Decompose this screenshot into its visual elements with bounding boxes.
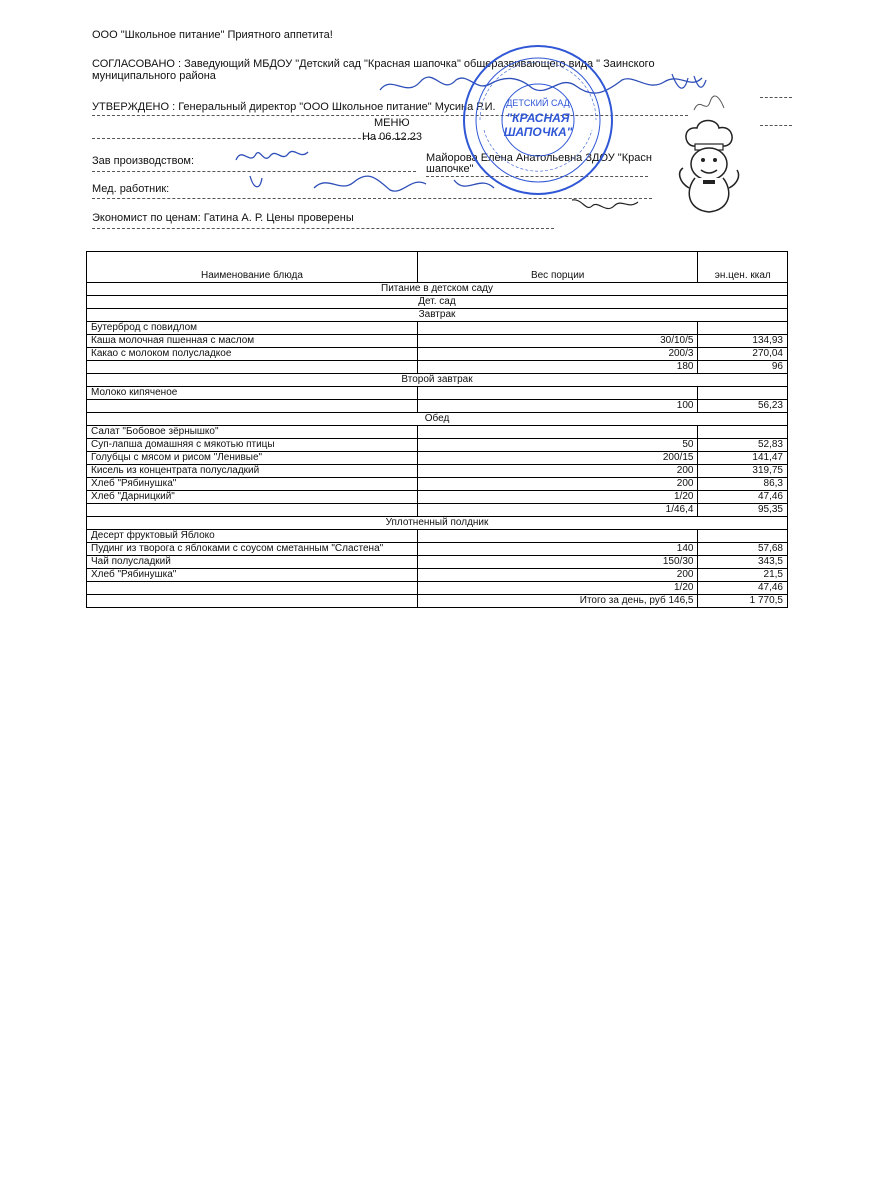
- section-title: Питание в детском саду: [87, 283, 788, 296]
- section-row: [87, 309, 788, 322]
- production-manager-name: Майорова Елена Анатольевна ЗДОУ "Красн: [426, 152, 652, 164]
- agreed-line: СОГЛАСОВАНО : Заведующий МБДОУ "Детский сад "Красная шапочка" общеразвивающего вида " Заинского: [92, 58, 655, 70]
- dish-weight: 140: [417, 543, 698, 556]
- agreed-line-continued: муниципального района: [92, 70, 216, 82]
- dish-row: [87, 322, 788, 335]
- total-label: Итого за день, руб 146,5: [417, 595, 698, 608]
- dish-name-empty: [87, 361, 418, 374]
- dish-kcal: 86,3: [698, 478, 788, 491]
- values-row: [87, 504, 788, 517]
- dish-kcal: 47,46: [698, 491, 788, 504]
- section-title: Обед: [87, 413, 788, 426]
- dish-kcal: 56,23: [698, 400, 788, 413]
- column-header-weight: Вес порции: [417, 252, 698, 283]
- dish-kcal: 319,75: [698, 465, 788, 478]
- dish-row: [87, 530, 788, 543]
- dish-kcal: 270,04: [698, 348, 788, 361]
- dish-name: Суп-лапша домашняя с мякотью птицы: [87, 439, 418, 452]
- director-signature-mark: [690, 92, 730, 118]
- dish-name: Чай полусладкий: [87, 556, 418, 569]
- dish-name: Какао с молоком полусладкое: [87, 348, 418, 361]
- dish-name: Хлеб "Дарницкий": [87, 491, 418, 504]
- dish-kcal: 21,5: [698, 569, 788, 582]
- dish-weight: 200/15: [417, 452, 698, 465]
- values-row: [87, 582, 788, 595]
- chef-illustration: [675, 118, 745, 218]
- dish-row: [87, 387, 788, 400]
- dish-name-empty: [87, 504, 418, 517]
- dish-weight: [417, 322, 698, 335]
- dish-kcal: 95,35: [698, 504, 788, 517]
- dish-kcal: 96: [698, 361, 788, 374]
- dish-name: Молоко кипяченое: [87, 387, 418, 400]
- dish-weight: 1/20: [417, 582, 698, 595]
- dish-name: Пудинг из творога с яблоками с соусом сметанным "Сластена": [87, 543, 418, 556]
- dish-kcal: [698, 387, 788, 400]
- production-manager-label: Зав производством:: [92, 155, 195, 167]
- dish-name-empty: [87, 582, 418, 595]
- dish-weight: 1/46,4: [417, 504, 698, 517]
- table-header-row: [87, 252, 788, 283]
- dish-kcal: [698, 322, 788, 335]
- dish-kcal: 141,47: [698, 452, 788, 465]
- dish-kcal: [698, 530, 788, 543]
- column-header-kcal: эн.цен. ккал: [698, 252, 788, 283]
- dish-name: Каша молочная пшенная с маслом: [87, 335, 418, 348]
- dish-name: Хлеб "Рябинушка": [87, 569, 418, 582]
- dish-name: Голубцы с мясом и рисом "Ленивые": [87, 452, 418, 465]
- total-label-empty: [87, 595, 418, 608]
- section-row: [87, 374, 788, 387]
- dish-weight: 30/10/5: [417, 335, 698, 348]
- section-title: Завтрак: [87, 309, 788, 322]
- dish-weight: 1/20: [417, 491, 698, 504]
- economist-underline: [92, 228, 554, 229]
- dish-row: [87, 491, 788, 504]
- column-header-dish: Наименование блюда: [87, 252, 418, 283]
- dish-row: [87, 569, 788, 582]
- svg-text:"КРАСНАЯ: "КРАСНАЯ: [506, 111, 570, 125]
- dish-row: [87, 452, 788, 465]
- dish-kcal: 47,46: [698, 582, 788, 595]
- section-row: [87, 283, 788, 296]
- dish-weight: [417, 387, 698, 400]
- signature-line: [760, 97, 792, 98]
- dish-kcal: 57,68: [698, 543, 788, 556]
- dish-row: [87, 348, 788, 361]
- dish-row: [87, 465, 788, 478]
- section-title: Уплотненный полдник: [87, 517, 788, 530]
- approved-line: УТВЕРЖДЕНО : Генеральный директор "ООО Школьное питание" Мусина Р.И.: [92, 101, 496, 113]
- dish-name: Хлеб "Рябинушка": [87, 478, 418, 491]
- organization-title: ООО "Школьное питание" Приятного аппетита!: [92, 29, 333, 41]
- dish-kcal: 52,83: [698, 439, 788, 452]
- dish-weight: 200: [417, 478, 698, 491]
- menu-date: На 06.12.23: [362, 131, 422, 143]
- dish-weight: 200: [417, 569, 698, 582]
- economist-line: Экономист по ценам: Гатина А. Р. Цены проверены: [92, 212, 354, 224]
- dish-row: [87, 478, 788, 491]
- dish-weight: 180: [417, 361, 698, 374]
- medic-label: Мед. работник:: [92, 183, 170, 195]
- svg-text:ДЕТСКИЙ САД: ДЕТСКИЙ САД: [506, 98, 570, 108]
- menu-table: [86, 251, 788, 608]
- dish-kcal: 343,5: [698, 556, 788, 569]
- signature-line: [760, 125, 792, 126]
- dish-name: Кисель из концентрата полусладкий: [87, 465, 418, 478]
- dish-kcal: [698, 426, 788, 439]
- dish-name-empty: [87, 400, 418, 413]
- dish-weight: [417, 530, 698, 543]
- production-manager-name-continued: шапочке": [426, 163, 474, 175]
- dish-name: Салат "Бобовое зёрнышко": [87, 426, 418, 439]
- dish-row: [87, 426, 788, 439]
- dish-weight: 50: [417, 439, 698, 452]
- values-row: [87, 361, 788, 374]
- kindergarten-stamp: [458, 40, 618, 200]
- menu-title: МЕНЮ: [374, 117, 410, 129]
- section-row: [87, 517, 788, 530]
- total-row: [87, 595, 788, 608]
- dish-row: [87, 543, 788, 556]
- section-row: [87, 296, 788, 309]
- dish-row: [87, 335, 788, 348]
- values-row: [87, 400, 788, 413]
- dish-name: Бутерброд с повидлом: [87, 322, 418, 335]
- section-row: [87, 413, 788, 426]
- dish-kcal: 134,93: [698, 335, 788, 348]
- dish-weight: 200/3: [417, 348, 698, 361]
- dish-weight: 100: [417, 400, 698, 413]
- dish-name: Десерт фруктовый Яблоко: [87, 530, 418, 543]
- dish-row: [87, 556, 788, 569]
- svg-text:ШАПОЧКА": ШАПОЧКА": [503, 125, 573, 139]
- section-title: Дет. сад: [87, 296, 788, 309]
- total-kcal: 1 770,5: [698, 595, 788, 608]
- dish-weight: 150/30: [417, 556, 698, 569]
- dish-weight: [417, 426, 698, 439]
- production-signature: [232, 144, 312, 170]
- dish-weight: 200: [417, 465, 698, 478]
- section-title: Второй завтрак: [87, 374, 788, 387]
- dish-row: [87, 439, 788, 452]
